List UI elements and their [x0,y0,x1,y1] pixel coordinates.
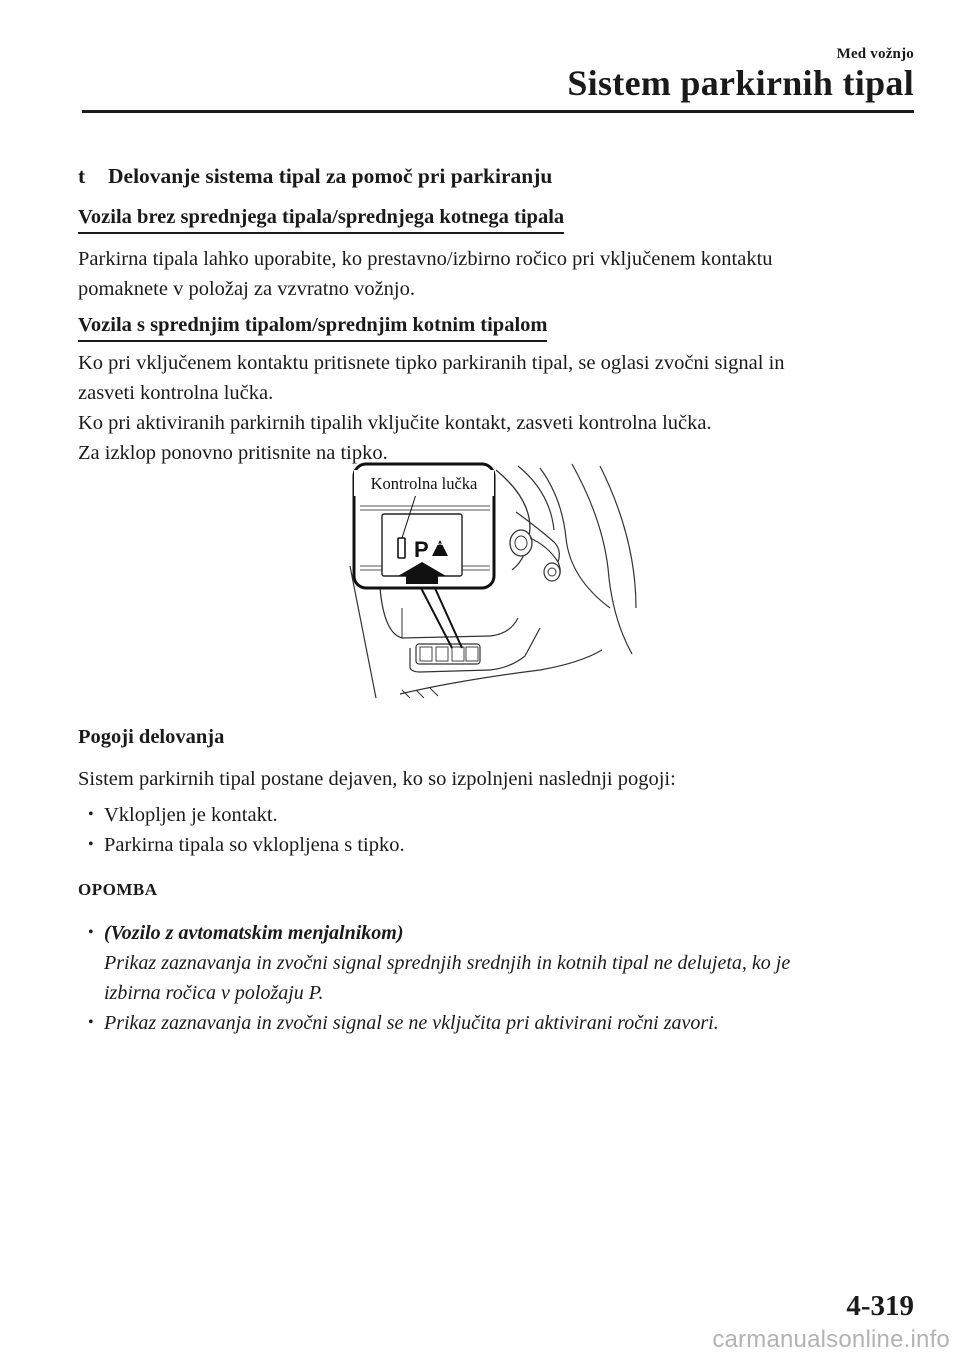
subheading-no-front-sensor: Vozila brez sprednjega tipala/sprednjega kotnega tipala [78,206,564,234]
text-line: Ko pri vključenem kontaktu pritisnete tipko parkiranih tipal, se oglasi zvočni signal in [78,352,785,374]
note-text-line: izbirna ročica v položaju P. [104,982,324,1004]
note-item-title: (Vozilo z avtomatskim menjalnikom) [104,922,404,944]
note-item [88,1008,898,1038]
paragraph-no-front-sensor [78,244,898,304]
page-title: Sistem parkirnih tipal [567,63,914,103]
list-item [88,830,908,860]
page-number: 4-319 [846,1290,914,1322]
header-divider [82,110,914,113]
note-item [88,918,898,1008]
indicator-lamp-label: Kontrolna lučka [370,474,478,493]
text-line: zasveti kontrolna lučka. [78,382,274,404]
bullet-icon: • [88,1014,94,1031]
section-title: Delovanje sistema tipal za pomoč pri parkiranju [108,164,553,188]
text-line: Ko pri aktiviranih parkirnih tipalih vključite kontakt, zasveti kontrolna lučka. [78,412,712,434]
bullet-icon: • [88,806,94,823]
watermark-link[interactable]: carmanualsonline.info [712,1326,950,1353]
list-item-text: Parkirna tipala so vklopljena s tipko. [104,834,405,856]
dashboard-drawing [340,458,640,704]
text-line: pomaknete v položaj za vzvratno vožnjo. [78,278,415,300]
note-label: OPOMBA [78,880,158,899]
text-line: Parkirna tipala lahko uporabite, ko prestavno/izbirno ročico pri vključenem kontaktu [78,248,773,270]
bullet-icon: • [88,924,94,941]
section-heading [78,164,552,189]
p-button-glyph: P [414,537,429,562]
paragraph-front-sensor [78,348,898,468]
bullet-icon: • [88,836,94,853]
list-item-text: Vklopljen je kontakt. [104,804,278,826]
note-text-line: Prikaz zaznavanja in zvočni signal sprednjih srednjih in kotnih tipal ne delujeta, ko je [104,952,791,974]
section-marker: t [78,164,86,188]
conditions-intro: Sistem parkirnih tipal postane dejaven, ko so izpolnjeni naslednji pogoji: [78,768,676,790]
sensor-switch-illustration [340,458,640,704]
list-item [88,800,908,830]
subheading-front-sensor: Vozila s sprednjim tipalom/sprednjim kotnim tipalom [78,314,547,342]
conditions-heading: Pogoji delovanja [78,726,225,748]
note-list [88,918,898,1038]
chapter-label: Med vožnjo [836,46,914,62]
conditions-list [88,800,908,860]
text-line: Za izklop ponovno pritisnite na tipko. [78,442,388,464]
note-text-line: Prikaz zaznavanja in zvočni signal se ne vključita pri aktivirani ročni zavori. [104,1012,719,1034]
